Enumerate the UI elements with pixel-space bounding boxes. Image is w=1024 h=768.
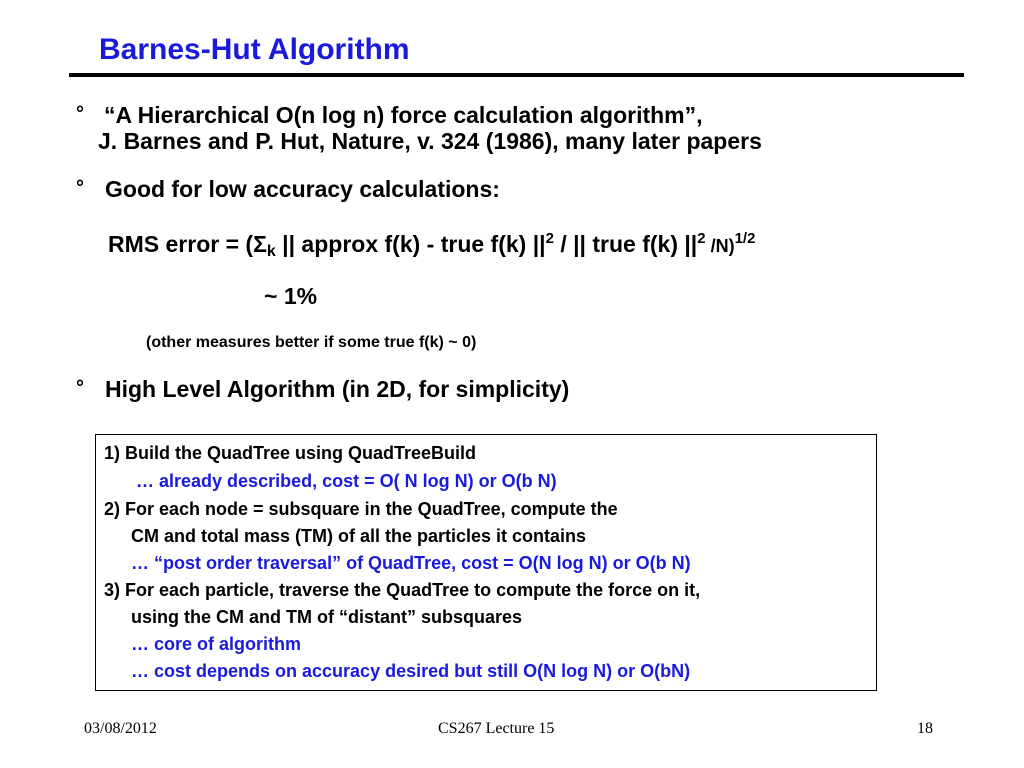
rms-superscript: 1/2 [734,230,756,247]
algorithm-step: 2) For each node = subsquare in the QuadTree, compute the [104,499,618,519]
title-underline [69,73,964,77]
rms-formula [108,231,755,258]
footer-date: 03/08/2012 [84,720,157,737]
footer-page-number: 18 [917,720,933,737]
bullet-marker: ° [76,177,84,199]
footer-course: CS267 Lecture 15 [438,720,555,737]
algorithm-step-cont: CM and total mass (TM) of all the particles it contains [131,526,587,546]
algorithm-step: 1) Build the QuadTree using QuadTreeBuild [104,443,477,463]
rms-mid: || approx f(k) - true f(k) || [275,231,546,257]
bullet1-line2: J. Barnes and P. Hut, Nature, v. 324 (1986), many later papers [98,128,762,154]
approx-line: ~ 1% [264,283,318,309]
bullet-marker: ° [76,377,84,399]
bullet1-line1: “A Hierarchical O(n log n) force calculation algorithm”, [104,102,703,128]
rms-superscript: 2 [545,230,554,247]
algorithm-comment: … cost depends on accuracy desired but still O(N log N) or O(bN) [131,661,691,681]
algorithm-comment: … already described, cost = O( N log N) or O(b N) [136,471,557,491]
algorithm-box [95,434,877,691]
bullet-marker: ° [76,103,84,125]
rms-n: /N) [705,236,735,256]
algorithm-step-cont: using the CM and TM of “distant” subsquares [131,607,523,627]
algorithm-comment: … core of algorithm [131,634,302,654]
slide-title: Barnes-Hut Algorithm [99,33,410,66]
rms-superscript: 2 [697,230,706,247]
rms-subscript: k [266,243,276,260]
note-text: (other measures better if some true f(k) ~ 0) [146,334,477,351]
bullet3-text: High Level Algorithm (in 2D, for simplicity) [105,376,570,402]
bullet2-text: Good for low accuracy calculations: [105,176,500,202]
algorithm-comment: … “post order traversal” of QuadTree, cost = O(N log N) or O(b N) [131,553,691,573]
rms-mid2: / || true f(k) || [553,231,698,257]
rms-lead: RMS error = (Σ [108,231,267,257]
algorithm-step: 3) For each particle, traverse the QuadTree to compute the force on it, [104,580,701,600]
